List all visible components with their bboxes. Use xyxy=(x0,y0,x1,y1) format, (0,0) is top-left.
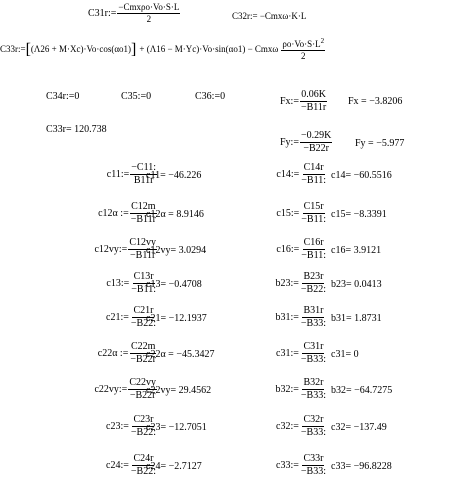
left-coefficient-result: c13= −0.4708 xyxy=(146,279,202,290)
c33-term1: (Λ26 + M·Xc)·Vo·cos(αo1) xyxy=(30,44,132,54)
left-coefficient-denominator: −B11: xyxy=(131,284,156,295)
left-coefficient-numerator: C21r xyxy=(133,305,154,316)
right-coefficient-lhs: b32:= xyxy=(275,383,299,395)
left-coefficient-result: c22α = −45.3427 xyxy=(146,349,215,360)
right-coefficient-fraction xyxy=(300,238,327,261)
c33-term2: + (Λ16 − M·Yc)·Vo·sin(αo1) − Cmxω xyxy=(139,44,279,54)
right-coefficient-definition xyxy=(276,415,328,438)
c32-definition: C32r:= −Cmxω·K·L xyxy=(232,11,307,21)
right-coefficient-fraction xyxy=(300,342,327,365)
right-coefficient-numerator: B31r xyxy=(303,305,324,316)
left-coefficient-result: c21= −12.1937 xyxy=(146,313,207,324)
c33-left-bracket: [ xyxy=(25,40,31,58)
left-coefficient-denominator: −B22r xyxy=(130,354,156,365)
right-coefficient-fraction xyxy=(300,202,327,225)
right-coefficient-denominator: −B33: xyxy=(300,466,326,477)
fy-result: Fy = −5.977 xyxy=(355,138,405,149)
left-coefficient-lhs: c22vy:= xyxy=(94,383,128,395)
c31-definition xyxy=(88,3,181,24)
fy-fraction xyxy=(300,131,332,154)
right-coefficient-fraction xyxy=(300,415,327,438)
right-coefficient-definition xyxy=(276,238,328,261)
right-coefficient-numerator: C33r xyxy=(303,453,324,464)
right-coefficient-result: b31= 1.8731 xyxy=(331,313,382,324)
right-coefficient-fraction xyxy=(300,306,327,329)
right-coefficient-denominator: −B33: xyxy=(300,427,326,438)
right-coefficient-denominator: −B33: xyxy=(300,318,326,329)
right-coefficient-numerator: B32r xyxy=(303,377,324,388)
right-coefficient-definition xyxy=(275,272,328,295)
left-coefficient-lhs: c13:= xyxy=(106,277,130,289)
right-coefficient-denominator: −B22: xyxy=(300,284,326,295)
fx-result: Fx = −3.8206 xyxy=(348,96,403,107)
fx-fraction xyxy=(300,90,327,113)
right-coefficient-fraction xyxy=(300,454,327,477)
left-coefficient-denominator: −B22: xyxy=(130,427,156,438)
right-coefficient-fraction xyxy=(300,378,327,401)
c34-definition: C34r:=0 xyxy=(46,91,80,102)
left-coefficient-lhs: c11:= xyxy=(106,168,130,180)
c31-numerator: −Cmxρo·Vo·S·L xyxy=(118,2,180,12)
left-coefficient-numerator: C22vy xyxy=(129,377,156,388)
right-coefficient-lhs: c16:= xyxy=(276,243,300,255)
c33-right-bracket: ] xyxy=(131,40,137,58)
left-coefficient-denominator: −B11r xyxy=(130,250,156,261)
left-coefficient-result: c23= −12.7051 xyxy=(146,422,207,433)
fx-definition xyxy=(280,90,328,113)
right-coefficient-definition xyxy=(276,454,328,477)
left-coefficient-result: c12α = 8.9146 xyxy=(146,209,204,220)
right-coefficient-numerator: C31r xyxy=(303,341,324,352)
right-coefficient-numerator: B23r xyxy=(303,271,324,282)
right-coefficient-lhs: c32:= xyxy=(276,420,299,432)
left-coefficient-numerator: C13r xyxy=(133,271,154,282)
left-coefficient-numerator: C12vy xyxy=(129,237,156,248)
fx-lhs: Fx:= xyxy=(280,95,299,107)
left-coefficient-lhs: c21:= xyxy=(106,311,129,323)
left-coefficient-result: c11= −46.226 xyxy=(146,170,202,181)
right-coefficient-result: c14= −60.5516 xyxy=(331,170,392,181)
c35-definition: C35:=0 xyxy=(121,91,152,102)
left-coefficient-numerator: −C11: xyxy=(131,162,156,173)
c33-denominator: 2 xyxy=(301,51,306,61)
right-coefficient-fraction xyxy=(300,163,327,186)
right-coefficient-numerator: C32r xyxy=(303,414,324,425)
fy-denominator: −B22r xyxy=(303,143,329,154)
c36-definition: C36:=0 xyxy=(195,91,226,102)
left-coefficient-numerator: C12m xyxy=(131,201,156,212)
right-coefficient-result: c15= −8.3391 xyxy=(331,209,387,220)
right-coefficient-denominator: −B33: xyxy=(300,390,326,401)
left-coefficient-denominator: −B22: xyxy=(130,318,156,329)
right-coefficient-result: c16= 3.9121 xyxy=(331,245,382,256)
left-coefficient-lhs: c23:= xyxy=(106,420,129,432)
left-coefficient-numerator: C24r xyxy=(133,453,154,464)
right-coefficient-result: c32= −137.49 xyxy=(331,422,387,433)
right-coefficient-denominator: −B33: xyxy=(300,354,326,365)
right-coefficient-result: b32= −64.7275 xyxy=(331,385,393,396)
right-coefficient-definition xyxy=(276,202,328,225)
c33-exponent: 2 xyxy=(320,37,325,45)
left-coefficient-lhs: c22α := xyxy=(97,347,129,359)
right-coefficient-lhs: c31:= xyxy=(276,347,299,359)
right-coefficient-fraction xyxy=(300,272,327,295)
left-coefficient-lhs: c12vy:= xyxy=(94,243,128,255)
right-coefficient-result: c31= 0 xyxy=(331,349,359,360)
left-coefficient-denominator: −B11r xyxy=(130,214,156,225)
c31-lhs: C31r:= xyxy=(88,7,117,19)
c33-numerator xyxy=(281,38,325,51)
fx-numerator: 0.06K xyxy=(301,89,326,100)
right-coefficient-definition xyxy=(276,163,328,186)
left-coefficient-numerator: C23r xyxy=(133,414,154,425)
c33-num-text: ρo·Vo·S·L xyxy=(282,39,321,49)
left-coefficient-result: c24= −2.7127 xyxy=(146,461,202,472)
right-coefficient-result: b23= 0.0413 xyxy=(331,279,382,290)
left-coefficient-result: c12vy= 3.0294 xyxy=(146,245,207,256)
left-coefficient-lhs: c12α := xyxy=(98,207,129,219)
right-coefficient-definition xyxy=(276,342,328,365)
c33-lhs: C33r:= xyxy=(0,44,26,54)
left-coefficient-lhs: c24:= xyxy=(106,459,129,471)
left-coefficient-denominator: −B22r xyxy=(129,390,156,401)
left-coefficient-numerator: C22m xyxy=(130,341,156,352)
c33-value: C33r= 120.738 xyxy=(46,124,107,135)
c31-fraction xyxy=(117,3,180,24)
right-coefficient-numerator: C15r xyxy=(303,201,324,212)
right-coefficient-definition xyxy=(275,378,328,401)
left-coefficient-denominator: B11r xyxy=(133,175,154,186)
right-coefficient-denominator: −B11: xyxy=(301,214,326,225)
right-coefficient-denominator: −B11: xyxy=(301,250,326,261)
right-coefficient-lhs: b31:= xyxy=(275,311,299,323)
right-coefficient-numerator: C16r xyxy=(303,237,324,248)
right-coefficient-numerator: C14r xyxy=(303,162,324,173)
c33-fraction xyxy=(281,38,325,61)
right-coefficient-definition xyxy=(275,306,328,329)
fy-numerator: −0.29K xyxy=(300,130,332,141)
fx-denominator: −B11r xyxy=(300,102,327,113)
left-coefficient-result: c22vy= 29.4562 xyxy=(146,385,212,396)
right-coefficient-lhs: b23:= xyxy=(275,277,299,289)
c33-definition xyxy=(0,38,326,61)
fy-lhs: Fy:= xyxy=(280,136,299,148)
right-coefficient-lhs: c15:= xyxy=(276,207,300,219)
c31-denominator: 2 xyxy=(146,14,152,24)
right-coefficient-denominator: −B11: xyxy=(301,175,326,186)
right-coefficient-lhs: c14:= xyxy=(276,168,300,180)
fy-definition xyxy=(280,131,333,154)
right-coefficient-result: c33= −96.8228 xyxy=(331,461,392,472)
right-coefficient-lhs: c33:= xyxy=(276,459,299,471)
left-coefficient-denominator: −B22: xyxy=(130,466,156,477)
